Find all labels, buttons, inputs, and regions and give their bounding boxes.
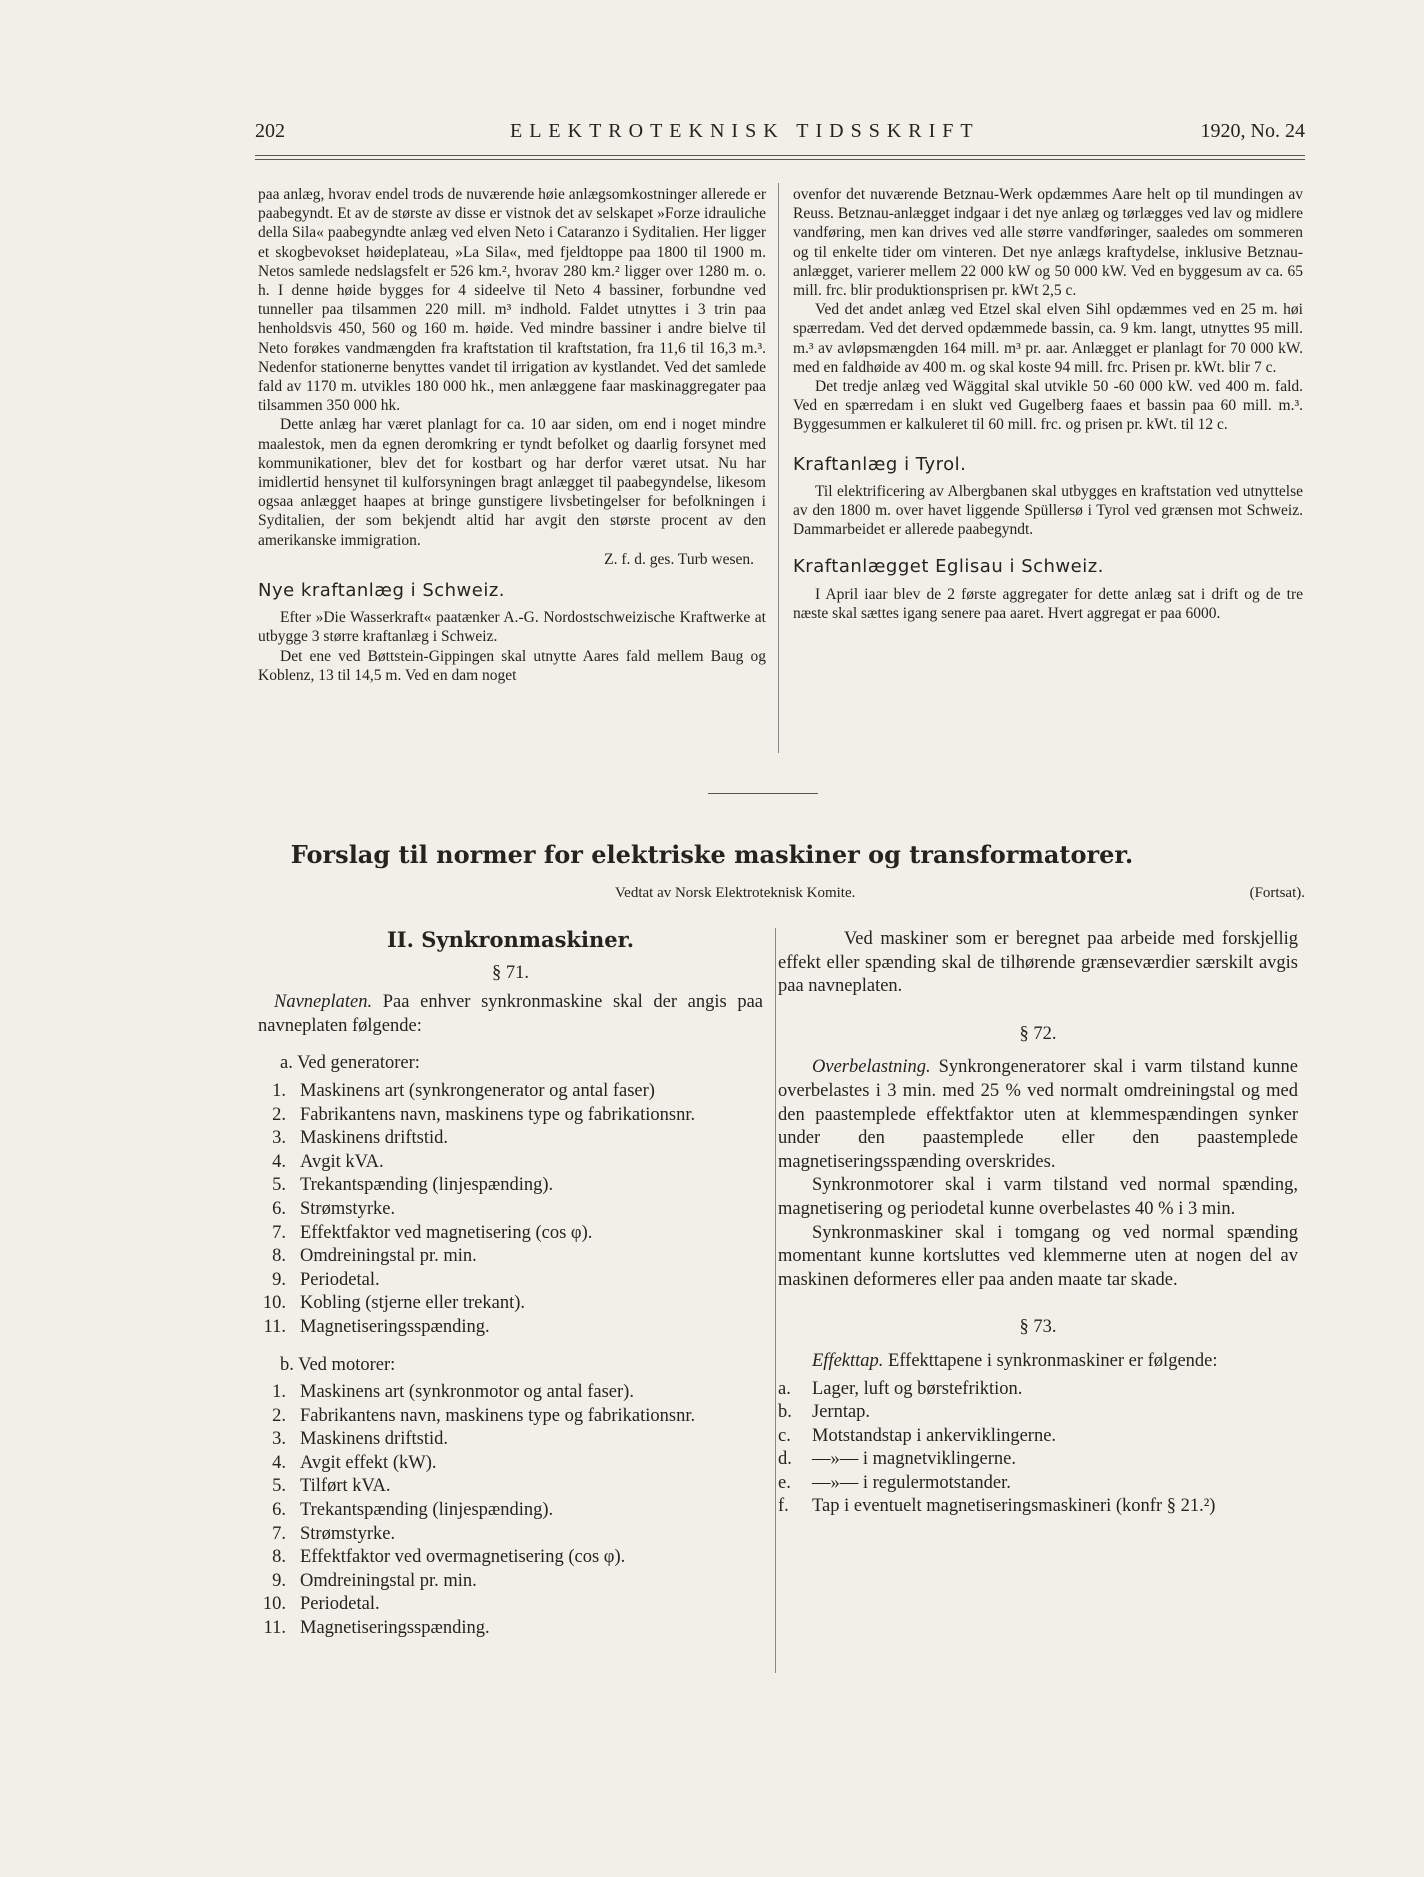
list-item-number: 9. xyxy=(272,1269,286,1290)
paragraph: I April iaar blev de 2 første aggregater for dette anlæg sat i drift og de tre næste skal sættes igang senere paa aaret. Hvert aggregat er paa 6000. xyxy=(793,585,1303,622)
header-rule-2 xyxy=(255,159,1305,160)
paragraph: Dette anlæg har været planlagt for ca. 10 aar siden, om end i noget mindre maalestok, men da egnen deromkring er tyndt befolket og daarlig forsynet med kommunikationer, blev det for kostbart og har derfor været utsat. Nu har imidlertid hensynet til kulforsyningen bragt anlægget til paabegyndelse, likesom ogsaa anlægget haapes at bringe gunstigere livsbetingelser for befolkningen i Syditalien, der som bekjendt altid har avgit den største procent av den amerikanske immigration. xyxy=(258,416,766,549)
paragraph: ovenfor det nuværende Betznau-Werk opdæmmes Aare helt op til mundingen av Reuss. Betznau-anlægget indgaar i det nye anlæg og tørlægges ved lav og midlere vandføring, men kan drives ved alle større vandføringer, saaledes om sommeren og til enkelte tider om vinteren. Det nye anlægs kraftydelse, inklusive Betznau-anlægget, varierer mellem 22 000 kW og 50 000 kW. Ved en byggesum av ca. 65 mill. frc. blir produktionsprisen pr. kWt 2,5 c. xyxy=(793,186,1303,300)
paragraph: Ved det andet anlæg ved Etzel skal elven Sihl opdæmmes ved en 25 m. høi spærredam. Ved det derved opdæmmede bassin, ca. 9 km. langt, utnyttes 95 mill. m.³ av avløpsmængden 164 mill. m³ pr. aar. Anlægget er planlagt for 70 000 kW. med en faldhøide av 400 m. og skal koste 94 mill. frc. Prisen pr. kWt. blir 7 c. xyxy=(793,301,1303,376)
list-item-text: Kobling (stjerne eller trekant). xyxy=(300,1293,525,1314)
list-item xyxy=(258,1104,763,1128)
list-item xyxy=(778,1448,1298,1472)
list-item-number: 5. xyxy=(272,1476,286,1497)
list-item-number: 5. xyxy=(272,1175,286,1196)
list-label: b. Ved motorer: xyxy=(280,1354,396,1375)
continued-note: (Fortsat). xyxy=(1249,885,1305,901)
paragraph: Det ene ved Bøttstein-Gippingen skal utnytte Aares fald mellem Baug og Koblenz, 13 til 14,5 m. Ved en dam noget xyxy=(258,647,766,684)
source-signature: Z. f. d. ges. Turb wesen. xyxy=(604,550,754,568)
list-item-text: Effektfaktor ved magnetisering (cos φ). xyxy=(300,1222,593,1243)
list-item-number: 4. xyxy=(272,1452,286,1473)
paragraph: Ved maskiner som er beregnet paa arbeide med forskjellig effekt eller spænding skal de tilhørende grænseværdier særskilt avgis paa navneplaten. xyxy=(778,929,1298,997)
paragraph: Synkronmotorer skal i varm tilstand ved normal spænding, magnetisering og periodetal kunne overbelastes 40 % i 3 min. xyxy=(778,1175,1298,1219)
list-item-number: 6. xyxy=(272,1500,286,1521)
list-item xyxy=(258,1546,763,1570)
list-item-text: Avgit effekt (kW). xyxy=(300,1452,437,1473)
list-item xyxy=(258,1292,763,1316)
list-item-text: Avgit kVA. xyxy=(300,1151,384,1172)
article-title: Forslag til normer for elektriske maskiner og transformatorer. xyxy=(290,840,1134,869)
list-item-text: Periodetal. xyxy=(300,1594,380,1615)
list-item xyxy=(258,1405,763,1429)
list-item-text: Magnetiseringsspænding. xyxy=(300,1316,490,1337)
loss-list xyxy=(778,1378,1298,1520)
list-item-number: f. xyxy=(778,1496,789,1517)
motor-list xyxy=(258,1381,763,1641)
list-item-number: 2. xyxy=(272,1104,286,1125)
paragraph: Efter »Die Wasserkraft« paatænker A.-G. Nordostschweizische Kraftwerke at utbygge 3 større kraftanlæg i Schweiz. xyxy=(258,609,766,646)
list-item xyxy=(258,1523,763,1547)
issue-label: 1920, No. 24 xyxy=(1200,120,1305,142)
paragraph xyxy=(258,991,763,1038)
list-item-number: 9. xyxy=(272,1570,286,1591)
list-item xyxy=(778,1378,1298,1402)
list-item xyxy=(258,1428,763,1452)
section-heading: Kraftanlægget Eglisau i Schweiz. xyxy=(793,556,1104,578)
list-item xyxy=(258,1452,763,1476)
list-item-number: 4. xyxy=(272,1151,286,1172)
list-item-number: a. xyxy=(778,1378,791,1399)
list-item xyxy=(778,1425,1298,1449)
list-item-text: Maskinens driftstid. xyxy=(300,1128,448,1149)
list-item-number: e. xyxy=(778,1472,791,1493)
list-item-text: Motstandstap i ankerviklingerne. xyxy=(812,1425,1057,1446)
running-header xyxy=(255,120,1305,150)
list-item-text: Tilført kVA. xyxy=(300,1476,391,1497)
committee-note: Vedtat av Norsk Elektroteknisk Komite. xyxy=(615,885,856,901)
list-item xyxy=(258,1269,763,1293)
list-item-number: c. xyxy=(778,1425,791,1446)
bottom-right-column xyxy=(778,928,1298,1519)
list-label: a. Ved generatorer: xyxy=(280,1053,420,1074)
list-item-text: Omdreiningstal pr. min. xyxy=(300,1570,477,1591)
paragraph-number: § 73. xyxy=(1019,1317,1057,1338)
list-item-number: 1. xyxy=(272,1080,286,1101)
paragraph-number: § 71. xyxy=(492,962,529,983)
list-item xyxy=(258,1475,763,1499)
list-item xyxy=(258,1593,763,1617)
journal-title: ELEKTROTEKNISK TIDSSKRIFT xyxy=(510,120,980,142)
paragraph-text: Effekttapene i synkronmaskiner er følgende: xyxy=(883,1350,1218,1371)
list-item-text: Periodetal. xyxy=(300,1269,380,1290)
list-item-text: Trekantspænding (linjespænding). xyxy=(300,1500,554,1521)
list-item-number: 3. xyxy=(272,1429,286,1450)
list-item xyxy=(258,1222,763,1246)
paragraph-text: Synkrongeneratorer skal i varm tilstand kunne overbelastes i 3 min. med 25 % ved normalt omdreiningstal og med den paastemplede effektfaktor uten at klemmespændingen synker under den paastemplede eller den paastemplede magnetiseringsspænding overskrides. xyxy=(778,1057,1298,1172)
list-item xyxy=(258,1127,763,1151)
list-item-number: b. xyxy=(778,1402,792,1423)
paragraph-number: § 72. xyxy=(1019,1023,1057,1044)
list-item xyxy=(778,1472,1298,1496)
list-item-text: Omdreiningstal pr. min. xyxy=(300,1246,477,1267)
list-item-text: Lager, luft og børstefriktion. xyxy=(812,1378,1023,1399)
list-item-text: Strømstyrke. xyxy=(300,1198,396,1219)
paragraph: Synkronmaskiner skal i tomgang og ved normal spænding momentant kunne kortsluttes ved klemmerne uten at nogen del av maskinen deformeres eller paa anden maate tar skade. xyxy=(778,1222,1298,1290)
list-item xyxy=(778,1401,1298,1425)
paragraph: Det tredje anlæg ved Wäggital skal utvikle 50 -60 000 kW. ved 400 m. fald. Ved en spærredam i en slukt ved Gugelberg faaes et bassin paa 60 mill. m.³. Byggesummen er kalkuleret til 60 mill. frc. og prisen pr. kWt. til 12 c. xyxy=(793,378,1303,434)
generator-list xyxy=(258,1080,763,1340)
paragraph-text: Paa enhver synkronmaskine skal der angis paa navneplaten følgende: xyxy=(258,992,763,1036)
list-item-number: 7. xyxy=(272,1222,286,1243)
section-heading: Kraftanlæg i Tyrol. xyxy=(793,453,967,475)
section-separator xyxy=(708,793,818,794)
list-item-number: 6. xyxy=(272,1198,286,1219)
list-item-number: 3. xyxy=(272,1128,286,1149)
bottom-left-column xyxy=(258,928,763,1641)
page-number: 202 xyxy=(255,120,285,142)
list-item-text: Strømstyrke. xyxy=(300,1523,396,1544)
list-item-text: Magnetiseringsspænding. xyxy=(300,1618,490,1639)
list-item-number: 10. xyxy=(262,1293,286,1314)
list-item xyxy=(778,1495,1298,1519)
section-heading: Nye kraftanlæg i Schweiz. xyxy=(258,580,506,602)
list-item xyxy=(258,1245,763,1269)
list-item-number: d. xyxy=(778,1449,792,1470)
list-item-text: —»— i regulermotstander. xyxy=(812,1472,1011,1493)
list-item-number: 10. xyxy=(262,1594,286,1615)
list-item xyxy=(258,1174,763,1198)
section-title: II. Synkronmaskiner. xyxy=(386,927,635,952)
top-left-column xyxy=(258,185,766,685)
paragraph-heading: Overbelastning. xyxy=(812,1057,931,1078)
list-item-text: Maskinens art (synkrongenerator og antal faser) xyxy=(300,1080,655,1101)
list-item xyxy=(258,1617,763,1641)
column-divider xyxy=(775,928,776,1673)
list-item-number: 8. xyxy=(272,1547,286,1568)
list-item xyxy=(258,1151,763,1175)
list-item-text: Trekantspænding (linjespænding). xyxy=(300,1175,554,1196)
list-item xyxy=(258,1198,763,1222)
list-item xyxy=(258,1080,763,1104)
list-item-text: Fabrikantens navn, maskinens type og fabrikationsnr. xyxy=(300,1104,696,1125)
list-item-text: Maskinens art (synkronmotor og antal faser). xyxy=(300,1382,634,1403)
list-item-number: 11. xyxy=(263,1618,286,1639)
paragraph-heading: Effekttap. xyxy=(812,1350,884,1371)
list-item-number: 2. xyxy=(272,1405,286,1426)
list-item-text: Fabrikantens navn, maskinens type og fabrikationsnr. xyxy=(300,1405,696,1426)
list-item-text: Maskinens driftstid. xyxy=(300,1429,448,1450)
paragraph xyxy=(778,1350,1298,1374)
list-item-number: 11. xyxy=(263,1316,286,1337)
list-item xyxy=(258,1381,763,1405)
list-item xyxy=(258,1499,763,1523)
paragraph: paa anlæg, hvorav endel trods de nuværende høie anlægsomkostninger allerede er paabegyndt. Et av de største av disse er vistnok det av selskapet »Forze idrauliche della Sila« paabegyndte anlæg ved elven Neto i Cataranzo i Syditalien. Her ligger et skogbevokset høideplateau, »La Sila«, med fjeldtoppe paa 1800 til 1900 m. Netos samlede nedslagsfelt er 526 km.², hvorav 280 km.² ligger over 1280 m. o. h. I denne høide bygges for 4 sideelve til Neto 4 bassiner, forbundne ved tunneller paa tilsammen 220 mill. m³ indhold. Faldet utnyttes i 3 trin paa henholdsvis 450, 560 og 160 m. høide. Ved mindre bassiner i andre bielve til Neto forøkes vandmængden fra kraftstation til kraftstation, fra 11,6 til 16,3 m.³. Nedenfor stationerne benyttes vandet til irrigation av kystlandet. Ved det samlede fald av 1170 m. utvikles 180 000 hk., men anlæggene faar maskinaggregater paa tilsammen 350 000 hk. xyxy=(258,186,766,415)
list-item xyxy=(258,1570,763,1594)
column-divider xyxy=(778,183,779,753)
header-rule xyxy=(255,155,1305,156)
list-item-number: 1. xyxy=(272,1382,286,1403)
paragraph: Til elektrificering av Albergbanen skal utbygges en kraftstation ved utnyttelse av den 1800 m. over havet liggende Spüllersø i Tyrol ved grænsen mot Schweiz. Dammarbeidet er allerede paabegyndt. xyxy=(793,482,1303,539)
top-right-column xyxy=(793,185,1303,623)
list-item-number: 7. xyxy=(272,1523,286,1544)
list-item-number: 8. xyxy=(272,1246,286,1267)
paragraph-heading: Navneplaten. xyxy=(274,992,373,1013)
list-item-text: Effektfaktor ved overmagnetisering (cos φ). xyxy=(300,1547,626,1568)
list-item-text: Tap i eventuelt magnetiseringsmaskineri (konfr § 21.²) xyxy=(812,1496,1216,1517)
paragraph xyxy=(778,1056,1298,1174)
list-item xyxy=(258,1316,763,1340)
list-item-text: Jerntap. xyxy=(812,1402,871,1423)
list-item-text: —»— i magnetviklingerne. xyxy=(812,1449,1016,1470)
